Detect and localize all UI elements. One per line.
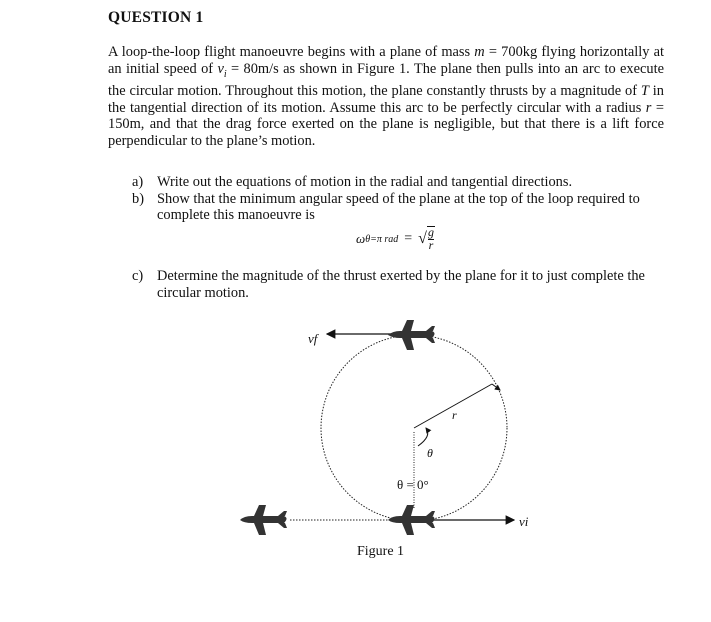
part-a-label: a) (132, 174, 144, 190)
vf-label-text: vf (308, 331, 318, 346)
formula-omega: ω (356, 231, 366, 246)
vi-label-text: vi (519, 514, 529, 529)
part-c-text: Determine the magnitude of the thrust exerted by the plane for it to just complete the circular motion. (157, 268, 645, 301)
formula-numerator: g (427, 225, 434, 239)
plane-top-icon (388, 320, 435, 350)
theta-zero-label: θ = 0° (397, 477, 429, 492)
intro-s1: A loop-the-loop flight manoeuvre begins with a plane of mass (108, 44, 475, 60)
mass-value: = 700kg flying horizontally at an initial speed of (108, 44, 664, 77)
theta-arc (418, 428, 428, 446)
formula-equals: = (404, 231, 413, 246)
vi-label (519, 514, 528, 530)
vi-value: = 80m/s as shown in Figure 1. The plane then pulls into an arc to execute the circular motion. Throughout this motion, the plane constantly thrusts by a magnitude of (108, 60, 664, 100)
question-heading: QUESTION 1 (108, 9, 204, 26)
vi-subscript: i (223, 68, 227, 80)
part-b-label: b) (132, 190, 144, 207)
radius-label: r (452, 408, 457, 422)
part-a-text: Write out the equations of motion in the radial and tangential directions. (157, 174, 573, 190)
intro-s2: in the tangential direction of its motion. Assume this arc to be perfectly circular with a radius (108, 83, 664, 116)
radius-variable: r (645, 99, 652, 116)
thrust-variable: T (640, 83, 649, 100)
radius-value: = 150m, and that the drag force exerted on the plane is negligible, but that there is a lift force perpendicular to the plane’s motion. (108, 99, 664, 149)
sqrt-symbol-icon: √ (418, 230, 427, 247)
part-c-label: c) (132, 268, 144, 284)
vf-label (308, 331, 317, 347)
plane-start-icon (240, 505, 287, 535)
figure-caption: Figure 1 (357, 544, 405, 559)
theta-label: θ (427, 446, 433, 460)
formula-denominator: r (428, 238, 434, 252)
part-b-text: Show that the minimum angular speed of the plane at the top of the loop required to complete this manoeuvre is (157, 190, 640, 223)
formula-subscript: θ=π rad (365, 233, 399, 245)
mass-variable: m (474, 44, 485, 60)
vi-variable: v (217, 60, 224, 77)
plane-bottom-icon (388, 505, 435, 535)
